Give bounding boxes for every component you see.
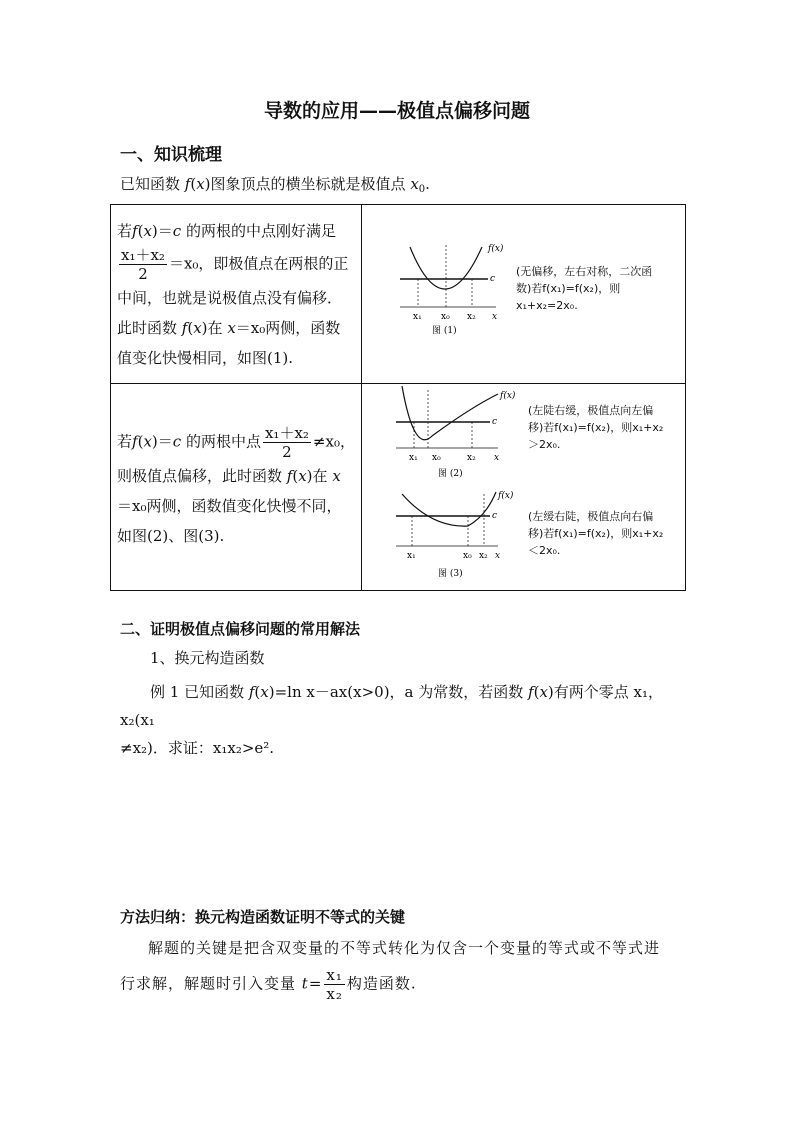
- figure3-tick-x0: x₀: [463, 551, 472, 561]
- row1-text-cell: [111, 205, 362, 384]
- figure1-note: (无偏移，左右对称，二次函数)若f(x₁)=f(x₂)，则x₁+x₂=2x₀.: [516, 265, 653, 312]
- figure2-curve: [402, 386, 498, 440]
- method-paragraph-line2: 行求解，解题时引入变量 t= $\frac{\text{x₁}}{\text{x₂}}$ 构造函数.: [120, 966, 417, 1003]
- figure2-note: (左陡右缓，极值点向左偏移)若f(x₁)=f(x₂)，则x₁+x₂＞2x₀.: [528, 404, 664, 451]
- figure2-tick-x0: x₀: [432, 453, 441, 463]
- figure1-c-label: c: [490, 274, 496, 284]
- figure1-tick-x: x: [492, 312, 498, 322]
- method-heading: 方法归纳：换元构造函数证明不等式的关键: [120, 908, 406, 926]
- figure1-tick-x0: x₀: [441, 312, 450, 322]
- midpoint-fraction: $\frac{\text{x₁＋x₂}}{2}$: [121, 245, 165, 283]
- figure3-note: (左缓右陡，极值点向右偏移)若f(x₁)=f(x₂)，则x₁+x₂＜2x₀.: [528, 510, 664, 557]
- figure1-tick-x2: x₂: [467, 312, 476, 322]
- figure2-tick-x1: x₁: [409, 453, 418, 463]
- t-fraction: $\frac{\text{x₁}}{\text{x₂}}$: [326, 966, 343, 1003]
- figure3-tick-x: x: [495, 551, 501, 561]
- figure3-tick-x1: x₁: [407, 551, 416, 561]
- figure2-curve-label: f(x): [500, 391, 516, 401]
- figure2-c-label: c: [492, 417, 498, 427]
- section2-heading: 二、证明极值点偏移问题的常用解法: [120, 620, 361, 638]
- example1: 例 1 已知函数 f(x)=ln x－ax(x>0)，a 为常数，若函数 f(x)有两个零点 x₁，x₂(x₁ ≠x₂)．求证：x₁x₂>e².: [120, 683, 664, 757]
- figure2-graph: [392, 384, 516, 484]
- row1-figure-cell: [362, 205, 686, 384]
- figure1-tick-x1: x₁: [413, 312, 422, 322]
- knowledge-table: [110, 204, 686, 591]
- figure1-caption: 图 (1): [432, 326, 457, 336]
- section2-sub1: 1、换元构造函数: [150, 649, 265, 667]
- figure3-curve-label: f(x): [498, 491, 514, 501]
- row1-text: 若f(x)＝c 的两根的中点刚好满足 $\frac{\text{x₁＋x₂}}{2}$ ＝x₀，即极值点在两根的正中间，也就是说极值点没有偏移．此时函数 f(x)在 x＝x₀两侧，函数值变化快慢相同，如图(1).: [117, 221, 349, 367]
- figure1-graph: [396, 239, 512, 349]
- method-paragraph-line1: 解题的关键是把含双变量的不等式转化为仅含一个变量的等式或不等式进: [148, 939, 661, 957]
- row2-figure-cell: [362, 384, 686, 591]
- figure3-graph: [392, 488, 516, 584]
- figure3-c-label: c: [492, 511, 498, 521]
- section1-intro: 已知函数 f(x)图象顶点的横坐标就是极值点 $x_0$.: [120, 175, 430, 195]
- midpoint-fraction-2: $\frac{\text{x₁＋x₂}}{2}$: [264, 423, 309, 461]
- figure3-tick-x2: x₂: [479, 551, 488, 561]
- figure1-curve-label: f(x): [488, 244, 504, 254]
- page-title: 导数的应用——极值点偏移问题: [263, 100, 530, 122]
- section1-heading: 一、知识梳理: [120, 145, 222, 165]
- row2-text-cell: [111, 384, 362, 591]
- figure2-caption: 图 (2): [438, 469, 463, 479]
- figure3-caption: 图 (3): [438, 569, 463, 579]
- row2-text: 若f(x)＝c 的两根中点 $\frac{\text{x₁＋x₂}}{2}$ ≠x₀，则极值点偏移，此时函数 f(x)在 x＝x₀两侧，函数值变化快慢不同，如图(2)、图(3).: [117, 423, 355, 545]
- figure2-tick-x: x: [494, 453, 500, 463]
- figure2-tick-x2: x₂: [467, 453, 476, 463]
- figure3-curve: [402, 492, 496, 526]
